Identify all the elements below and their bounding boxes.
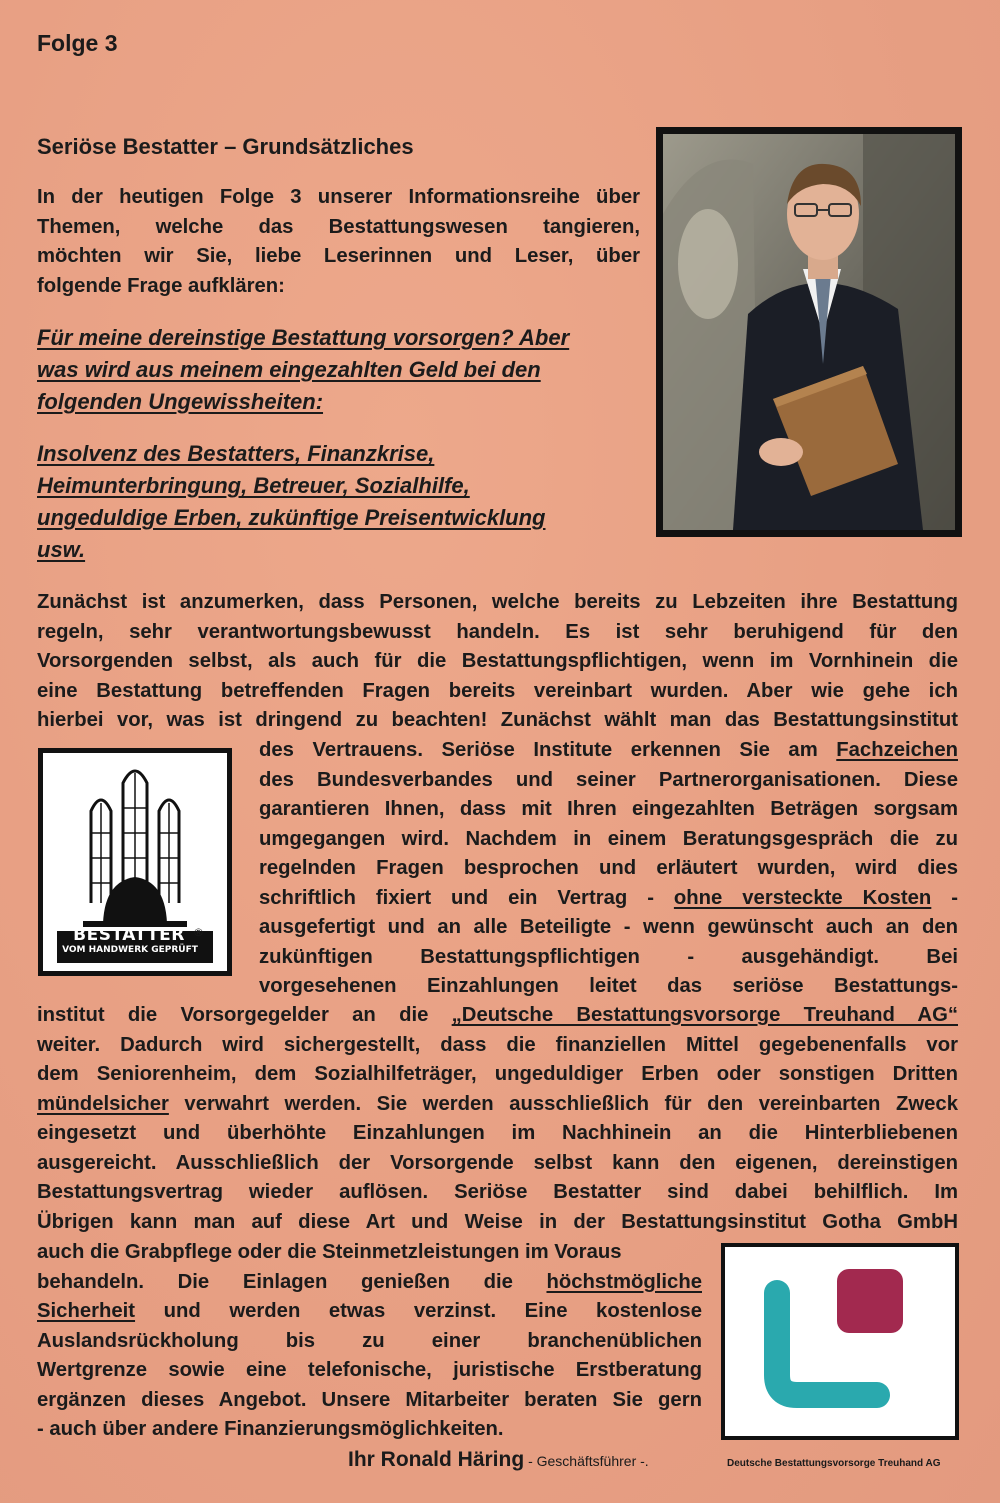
text-line: zukünftigen Bestattungspflichtigen - ausgehändigt. Bei bbox=[259, 945, 958, 968]
fachzeichen-link: Fachzeichen bbox=[836, 739, 958, 761]
badge-subtitle: VOM HANDWERK GEPRÜFT bbox=[62, 945, 198, 955]
emph-line: Insolvenz des Bestatters, Finanzkrise, bbox=[37, 441, 435, 466]
text-line: dem Seniorenheim, dem Sozialhilfeträger, ungeduldiger Erben oder sonstigen Dritten bbox=[37, 1063, 958, 1085]
emph-line: was wird aus meinem eingezahlten Geld bei den bbox=[37, 357, 541, 382]
text-span: behandeln. Die Einlagen genießen die bbox=[37, 1270, 547, 1293]
question-block bbox=[37, 322, 647, 418]
signature bbox=[348, 1448, 649, 1472]
body-middle bbox=[37, 1001, 958, 1237]
series-label: Folge 3 bbox=[37, 30, 118, 56]
emph-line: Für meine dereinstige Bestattung vorsorgen? Aber bbox=[37, 325, 570, 350]
text-line: auch die Grabpflege oder die Steinmetzleistungen im Voraus bbox=[37, 1241, 622, 1263]
text-line: weiter. Dadurch wird sichergestellt, dass die finanziellen Mittel gegebenenfalls vor bbox=[37, 1033, 958, 1056]
portrait-illustration bbox=[663, 134, 955, 530]
text-line: hierbei vor, was ist dringend zu beachten! Zunächst wählt man das Bestattungsinstitut bbox=[37, 709, 958, 731]
risks-block bbox=[37, 438, 647, 566]
text-line: vorgesehenen Einzahlungen leitet das seriöse Bestattungs- bbox=[259, 975, 958, 997]
emph-line: Heimunterbringung, Betreuer, Sozialhilfe, bbox=[37, 473, 470, 498]
text-line: - auch über andere Finanzierungsmöglichkeiten. bbox=[37, 1418, 504, 1440]
text-span: verwahrt werden. Sie werden ausschließlich für den vereinbarten Zweck bbox=[168, 1092, 958, 1115]
text-line: Übrigen kann man auf diese Art und Weise in der Bestattungsinstitut Gotha GmbH bbox=[37, 1210, 958, 1233]
text-line bbox=[37, 1001, 958, 1031]
text-span: schriftlich fixiert und ein Vertrag - bbox=[259, 886, 674, 909]
text-line: garantieren Ihnen, dass mit Ihren eingezahlten Beträgen sorgsam bbox=[259, 798, 958, 820]
text-span: - bbox=[931, 886, 959, 909]
text-line: Themen, welche das Bestattungswesen tangieren, bbox=[37, 215, 640, 238]
text-line: Vorsorgenden selbst, als auch für die Bestattungspflichtigen, wenn im Vornhinein die bbox=[37, 650, 958, 672]
hoechstmoeglich-underline: höchstmögliche bbox=[546, 1270, 702, 1293]
text-line: umgegangen wird. Nachdem in einem Beratungsgespräch die zu bbox=[259, 827, 958, 850]
badge-title: BESTATTER bbox=[73, 925, 185, 945]
intro-paragraph bbox=[37, 183, 640, 301]
signature-name: Ihr Ronald Häring bbox=[348, 1448, 525, 1471]
text-line: folgende Frage aufklären: bbox=[37, 274, 285, 297]
text-line: Bestattungsvertrag wieder auflösen. Seriöse Bestatter sind dabei behilflich. Im bbox=[37, 1181, 958, 1203]
muendelsicher-underline: mündelsicher bbox=[37, 1092, 169, 1115]
text-line: Zunächst ist anzumerken, dass Personen, welche bereits zu Lebzeiten ihre Bestattung bbox=[37, 591, 958, 613]
treuhand-mark-icon bbox=[725, 1247, 955, 1436]
badge-registered: ® bbox=[193, 926, 204, 939]
treuhand-logo bbox=[721, 1243, 959, 1440]
text-line: ausgereicht. Ausschließlich der Vorsorgende selbst kann den eigenen, dereinstigen bbox=[37, 1151, 958, 1174]
text-span: und werden etwas verzinst. Eine kostenlose bbox=[135, 1300, 702, 1322]
body-top bbox=[37, 588, 958, 736]
treuhand-underline: „Deutsche Bestattungsvorsorge Treuhand AG“ bbox=[451, 1004, 958, 1026]
treuhand-caption: Deutsche Bestattungsvorsorge Treuhand AG bbox=[727, 1458, 941, 1469]
text-line: eine Bestattung betreffenden Fragen bereits vereinbart wurden. Aber wie gehe ich bbox=[37, 679, 958, 702]
emph-line: ungeduldige Erben, zukünftige Preisentwicklung bbox=[37, 505, 546, 530]
text-line: ausgefertigt und an alle Beteiligte - wenn gewünscht auch an den bbox=[259, 916, 958, 938]
text-line bbox=[37, 1297, 702, 1327]
text-line: eingesetzt und überhöhte Einzahlungen im Nachhinein an die Hinterbliebenen bbox=[37, 1122, 958, 1144]
text-span: des Vertrauens. Seriöse Institute erkennen Sie am bbox=[259, 739, 837, 761]
text-line: regeln, sehr verantwortungsbewusst handeln. Es ist sehr beruhigend für den bbox=[37, 620, 958, 643]
text-line bbox=[259, 884, 958, 914]
hidden-costs-underline: ohne versteckte Kosten bbox=[673, 886, 932, 909]
text-line: In der heutigen Folge 3 unserer Informationsreihe über bbox=[37, 186, 640, 208]
text-span: institut die Vorsorgegelder an die bbox=[37, 1004, 452, 1026]
text-line bbox=[37, 1268, 702, 1298]
portrait-photo bbox=[656, 127, 962, 537]
text-line bbox=[259, 736, 958, 766]
text-line bbox=[37, 1090, 958, 1120]
text-line: ergänzen dieses Angebot. Unsere Mitarbeiter beraten Sie gern bbox=[37, 1388, 702, 1411]
emph-line: usw. bbox=[37, 537, 86, 562]
sicherheit-underline: Sicherheit bbox=[37, 1300, 136, 1322]
text-line: regelnden Fragen besprochen und erläutert wurden, wird dies bbox=[259, 857, 958, 879]
signature-role: - Geschäftsführer -. bbox=[524, 1453, 649, 1469]
text-line: möchten wir Sie, liebe Leserinnen und Leser, über bbox=[37, 245, 640, 267]
body-bottom bbox=[37, 1238, 702, 1445]
text-line: des Bundesverbandes und seiner Partnerorganisationen. Diese bbox=[259, 768, 958, 791]
body-beside-badge bbox=[259, 736, 958, 1002]
bestatter-badge bbox=[38, 748, 232, 976]
text-line: Auslandsrückholung bis zu einer branchenüblichen bbox=[37, 1329, 702, 1352]
article-title: Seriöse Bestatter – Grundsätzliches bbox=[37, 134, 414, 159]
text-line: Wertgrenze sowie eine telefonische, juristische Erstberatung bbox=[37, 1359, 702, 1381]
emph-line: folgenden Ungewissheiten: bbox=[37, 389, 324, 414]
